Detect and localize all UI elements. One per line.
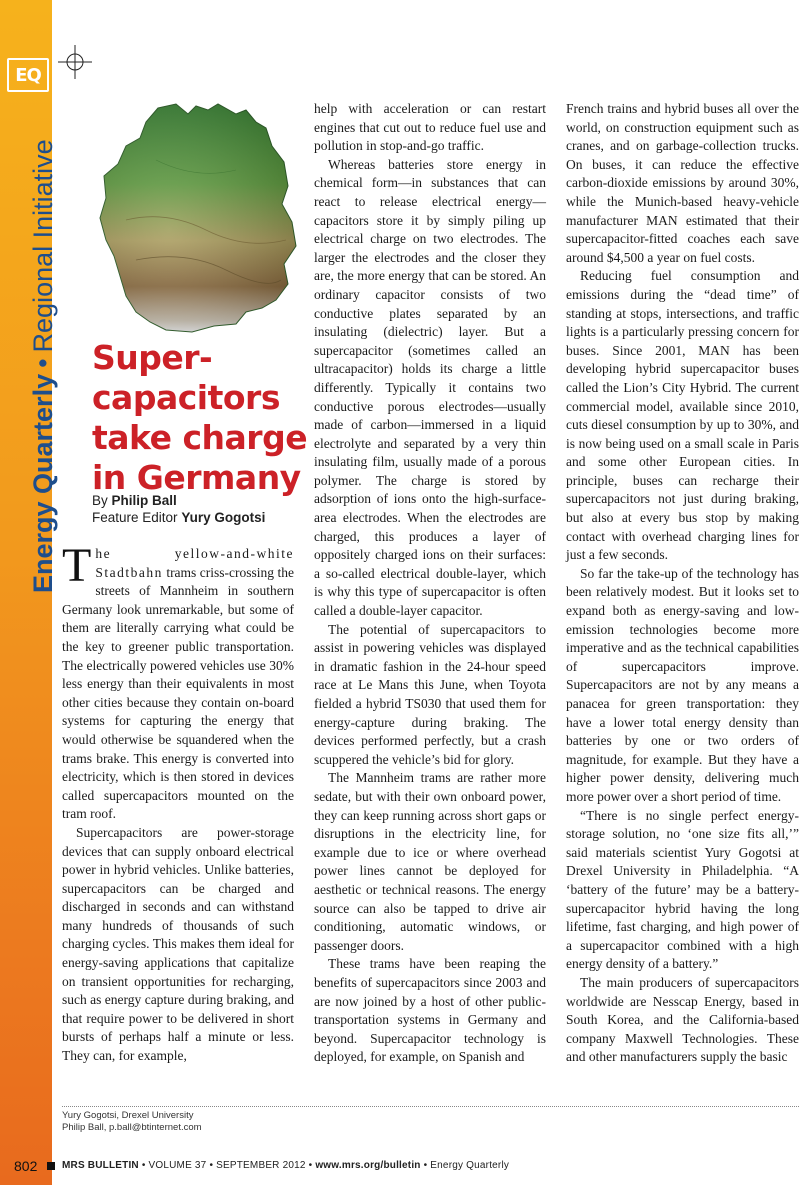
byline [92,492,307,526]
side-title [26,139,60,593]
article-column-2 [314,100,546,1067]
affiliation-line: Yury Gogotsi, Drexel University [62,1110,194,1121]
paragraph [62,539,294,824]
journal-info [62,1157,509,1175]
side-title-separator: • [28,358,58,368]
journal-date: SEPTEMBER 2012 [216,1160,306,1171]
lead-in: he yellow-and-white Stadtbahn [95,546,294,580]
paragraph: Whereas batteries store energy in chemical form—in substances that can react to release electrical energy—capacitors store it by simply piling up electrical charge on two electrodes. The larger the electrodes and the closer they are, the more energy that can be stored. An ordinary capacitor consists of two conductive plates separated by an insulating (dielectric) layer. But a supercapacitor (sometimes called an ultracapacitor) holds its charge a little differently. Typically it contains two conductive porous electrodes—usually made of carbon—immersed in a liquid electrolyte and separated by a very thin insulating film, usually made of a porous polymer. The charge is stored by adsorption of ions onto the high-surface-area electrodes. When the electrodes are charged, this produces a layer of oppositely charged ions on their surfaces: a so-called electrical double-layer, which is why this type of supercapacitor is often called a double-layer capacitor. [314,156,546,619]
folio-separator: • [308,1160,313,1171]
journal-url: www.mrs.org/bulletin [315,1160,421,1171]
article-column-3 [566,100,799,1067]
author-line [92,492,307,509]
paragraph: The Mannheim trams are rather more sedate, but with their own onboard power, they can keep running across short gaps or disruptions in the electricity line, for example due to ice or where overhead power lines cannot be deployed for aesthetic or technical reasons. The energy source can also be tapped to drive air conditioning, automatic windows, or passenger doors. [314,770,546,953]
drop-cap: T [62,539,92,592]
headline-line: capacitors [92,378,280,417]
paragraph: Supercapacitors are power-storage devices that can supply onboard electrical power in hybrid vehicles. Unlike batteries, supercapacitors can be charged and discharged in seconds and can withstand many hundreds of thousands of such charging cycles. This makes them ideal for energy-saving applications that capitalize on transient opportunities for recharging, such as energy capture during braking, and that require power to be delivered in short bursts of perhaps half a minute or less. They can, for example, [62,824,294,1064]
headline-line: Super- [92,338,213,377]
editor-line [92,509,307,526]
paragraph: The potential of supercapacitors to assist in powering vehicles was displayed in dramatic fashion in the 24-hour speed race at Le Mans this June, when Toyota fielded a hybrid TS030 that used them for energy-capture during braking. The devices performed perfectly, but a crash scuppered the vehicle’s bid for glory. [314,621,546,767]
paragraph: Reducing fuel consumption and emissions during the “dead time” of standing at stops, intersections, and traffic lights is a particularly pressing concern for buses. Since 2001, MAN has been developing hybrid supercapacitor buses called the Lion’s City Hybrid. The current commercial model, available since 2010, cuts diesel consumption by up to 30%, and is now being used on a small scale in Paris and some other European cities. In principle, buses can recharge their supercapacitors not just during braking, but also at every bus stop by making contact with overhead charging lines for just a few seconds. [566,268,799,563]
folio-separator: • [209,1160,214,1171]
page-footer [0,1157,800,1175]
affiliations [62,1110,462,1134]
headline-line: take charge [92,418,308,457]
side-title-bold: Energy Quarterly [28,373,58,593]
editor-name: Yury Gogotsi [181,510,266,525]
eq-logo: EQ [7,58,49,92]
registration-mark-icon [58,45,92,79]
headline-line: in Germany [92,458,301,497]
page-number: 802 [14,1158,38,1174]
folio-separator: • [423,1160,428,1171]
paragraph: The main producers of supercapacitors worldwide are Nesscap Energy, based in South Korea, and the California-based company Maxwell Technologies. These and other manufacturers supply the basic [566,974,799,1065]
footer-divider [62,1106,799,1107]
germany-map-image [96,100,306,345]
author-name: Philip Ball [111,493,177,508]
paragraph: These trams have been reaping the benefits of supercapacitors since 2003 and are now joined by a host of other public-transportation systems in Germany and beyond. Supercapacitor technology is deployed, for example, on Spanish and [314,956,546,1065]
paragraph: French trains and hybrid buses all over the world, on construction equipment such as cranes, and on garbage-collection trucks. On buses, it can reduce the effective carbon-dioxide emissions by around 30%, while the Munich-based heavy-vehicle manufacturer MAN estimated that their supercapacitor-fitted coaches each save around $4,500 a year on fuel costs. [566,101,799,265]
by-label: By [92,493,108,508]
journal-name: MRS BULLETIN [62,1160,139,1171]
paragraph-text: trams criss-crossing the streets of Mannheim in southern Germany look unremarkable, but some of them are literally carrying what could be the key to greener public transportation. The electrically powered vehicles use 30% less energy than their equivalents in most other cities because they contain on-board systems for capturing the energy that would otherwise be squandered when the trams brake. This energy is converted into electricity, which is then stored in devices called supercapacitors mounted on the tram roof. [62,564,294,822]
article-headline [92,338,307,498]
folio-separator: • [141,1160,146,1171]
article-column-1 [62,539,294,1066]
journal-volume: VOLUME 37 [148,1160,207,1171]
paragraph: help with acceleration or can restart engines that cut out to reduce fuel use and pollution in stop-and-go traffic. [314,101,546,154]
paragraph: “There is no single perfect energy-storage solution, no ‘one size fits all,’” said materials scientist Yury Gogotsi at Drexel University in Philadelphia. “A ‘battery of the future’ may be a battery-supercapacitor hybrid having the long lifetime, fast charging, and high power of a supercapacitor combined with a high energy density of a battery.” [566,807,799,972]
editor-label: Feature Editor [92,510,178,525]
square-bullet-icon [47,1162,55,1170]
paragraph: So far the take-up of the technology has been relatively modest. But it looks set to expand both as energy-saving and low-emission technologies become more imperative and as the technical capabilities of supercapacitors improve. Supercapacitors are not by any means a panacea for green transportation: they have a lower total energy density than batteries by one or two orders of magnitude, for example. But they have a higher power density, delivering much more power over a short period of time. [566,565,799,804]
side-title-light: Regional Initiative [28,139,58,353]
journal-section: Energy Quarterly [430,1160,510,1171]
affiliation-line: Philip Ball, p.ball@btinternet.com [62,1122,202,1133]
